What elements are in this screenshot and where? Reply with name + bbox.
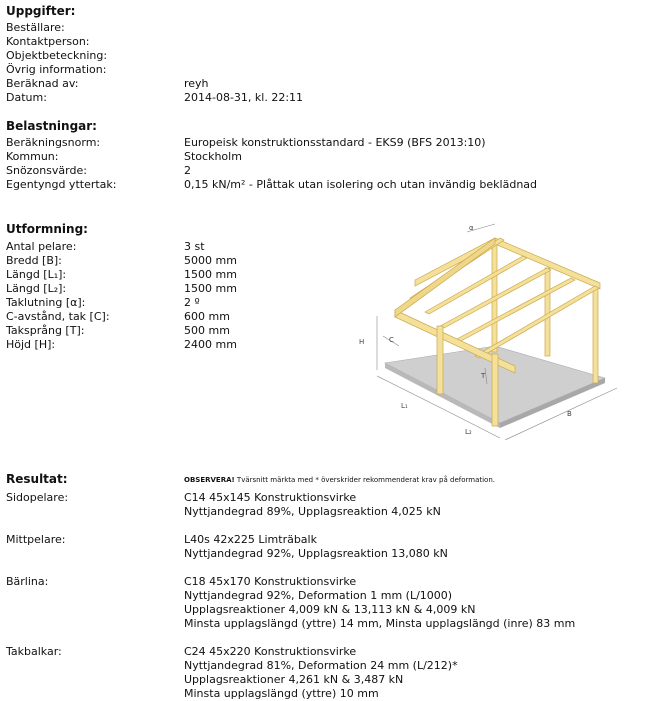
result-label: Mittpelare: [6, 533, 66, 546]
field-value: reyh [184, 77, 209, 90]
field-row [6, 268, 366, 282]
field-label: Beräkningsnorm: [6, 136, 101, 149]
field-label: Bredd [B]: [6, 254, 62, 267]
l1-label: L₁ [401, 402, 408, 410]
field-label: Beräknad av: [6, 77, 79, 90]
field-label: C-avstånd, tak [C]: [6, 310, 110, 323]
field-value: 2 [184, 164, 191, 177]
field-value: 2014-08-31, kl. 22:11 [184, 91, 304, 104]
result-line: Nyttjandegrad 92%, Deformation 1 mm (L/1000) [184, 589, 453, 602]
field-row [6, 178, 646, 192]
b-label: B [567, 410, 572, 418]
rafter [425, 256, 527, 314]
field-value: 2400 mm [184, 338, 237, 351]
field-label: Objektbeteckning: [6, 49, 108, 62]
result-line: Nyttjandegrad 92%, Upplagsreaktion 13,080 kN [184, 547, 448, 560]
field-label: Antal pelare: [6, 240, 77, 253]
field-row [6, 254, 366, 268]
field-row [6, 77, 646, 91]
field-label: Höjd [H]: [6, 338, 56, 351]
result-line: L40s 42x225 Limträbalk [184, 533, 317, 546]
field-row [6, 296, 366, 310]
l2-label: L₂ [465, 428, 472, 436]
field-row [6, 136, 646, 150]
c-label: C [389, 336, 394, 344]
field-value: 1500 mm [184, 268, 237, 281]
result-line: C14 45x145 Konstruktionsvirke [184, 491, 357, 504]
field-label: Övrig information: [6, 63, 107, 76]
alpha-label: α [469, 224, 474, 232]
back-post [545, 268, 550, 356]
section-title-uppgifter: Uppgifter: [6, 4, 76, 18]
result-label: Sidopelare: [6, 491, 69, 504]
result-value [184, 645, 458, 701]
result-line: Upplagsreaktioner 4,261 kN & 3,487 kN [184, 673, 404, 686]
field-row [6, 91, 646, 105]
field-value: 600 mm [184, 310, 230, 323]
field-label: Datum: [6, 91, 47, 104]
field-row [6, 282, 366, 296]
field-label: Taklutning [α]: [6, 296, 86, 309]
field-row [6, 240, 366, 254]
field-label: Taksprång [T]: [6, 324, 85, 337]
field-value: 1500 mm [184, 282, 237, 295]
section-title-belastningar: Belastningar: [6, 119, 97, 133]
field-label: Kommun: [6, 150, 59, 163]
result-line: C18 45x170 Konstruktionsvirke [184, 575, 357, 588]
middle-post [492, 354, 498, 426]
result-line: Upplagsreaktioner 4,009 kN & 13,113 kN & 4,009 kN [184, 603, 476, 616]
back-post [593, 288, 598, 383]
field-row [6, 324, 366, 338]
field-row [6, 338, 366, 352]
result-label: Bärlina: [6, 575, 49, 588]
result-line: Nyttjandegrad 89%, Upplagsreaktion 4,025 kN [184, 505, 441, 518]
field-value: 0,15 kN/m² - Plåttak utan isolering och utan invändig beklädnad [184, 178, 538, 191]
result-line: Minsta upplagslängd (yttre) 10 mm [184, 687, 379, 700]
field-row [6, 164, 646, 178]
section-title-utformning: Utformning: [6, 222, 88, 236]
result-value [184, 575, 575, 631]
carport-diagram [355, 218, 645, 458]
field-value: 5000 mm [184, 254, 237, 267]
field-value: Stockholm [184, 150, 242, 163]
deformation-note [184, 476, 495, 484]
field-row [6, 35, 646, 49]
t-label: T [481, 372, 486, 380]
result-value [184, 533, 448, 561]
field-row [6, 63, 646, 77]
note-bold: OBSERVERA! [184, 476, 235, 484]
field-value: 2 º [184, 296, 200, 309]
field-label: Beställare: [6, 21, 65, 34]
result-label: Takbalkar: [6, 645, 62, 658]
result-line: C24 45x220 Konstruktionsvirke [184, 645, 357, 658]
field-value: Europeisk konstruktionsstandard - EKS9 (BFS 2013:10) [184, 136, 486, 149]
field-row [6, 21, 646, 35]
result-line: Nyttjandegrad 81%, Deformation 24 mm (L/212)* [184, 659, 458, 672]
field-row [6, 310, 366, 324]
field-value: 3 st [184, 240, 205, 253]
note-text: Tvärsnitt märkta med * överskrider rekommenderat krav på deformation. [234, 476, 495, 484]
field-label: Längd [L₂]: [6, 282, 67, 295]
field-label: Kontaktperson: [6, 35, 90, 48]
result-value [184, 491, 441, 519]
field-row [6, 150, 646, 164]
section-title-resultat: Resultat: [6, 472, 68, 486]
field-row [6, 49, 646, 63]
field-value: 500 mm [184, 324, 230, 337]
h-label: H [359, 338, 365, 346]
result-line: Minsta upplagslängd (yttre) 14 mm, Minsta upplagslängd (inre) 83 mm [184, 617, 576, 630]
field-label: Längd [L₁]: [6, 268, 67, 281]
field-label: Egentyngd yttertak: [6, 178, 117, 191]
side-post [437, 326, 443, 394]
field-label: Snözonsvärde: [6, 164, 87, 177]
